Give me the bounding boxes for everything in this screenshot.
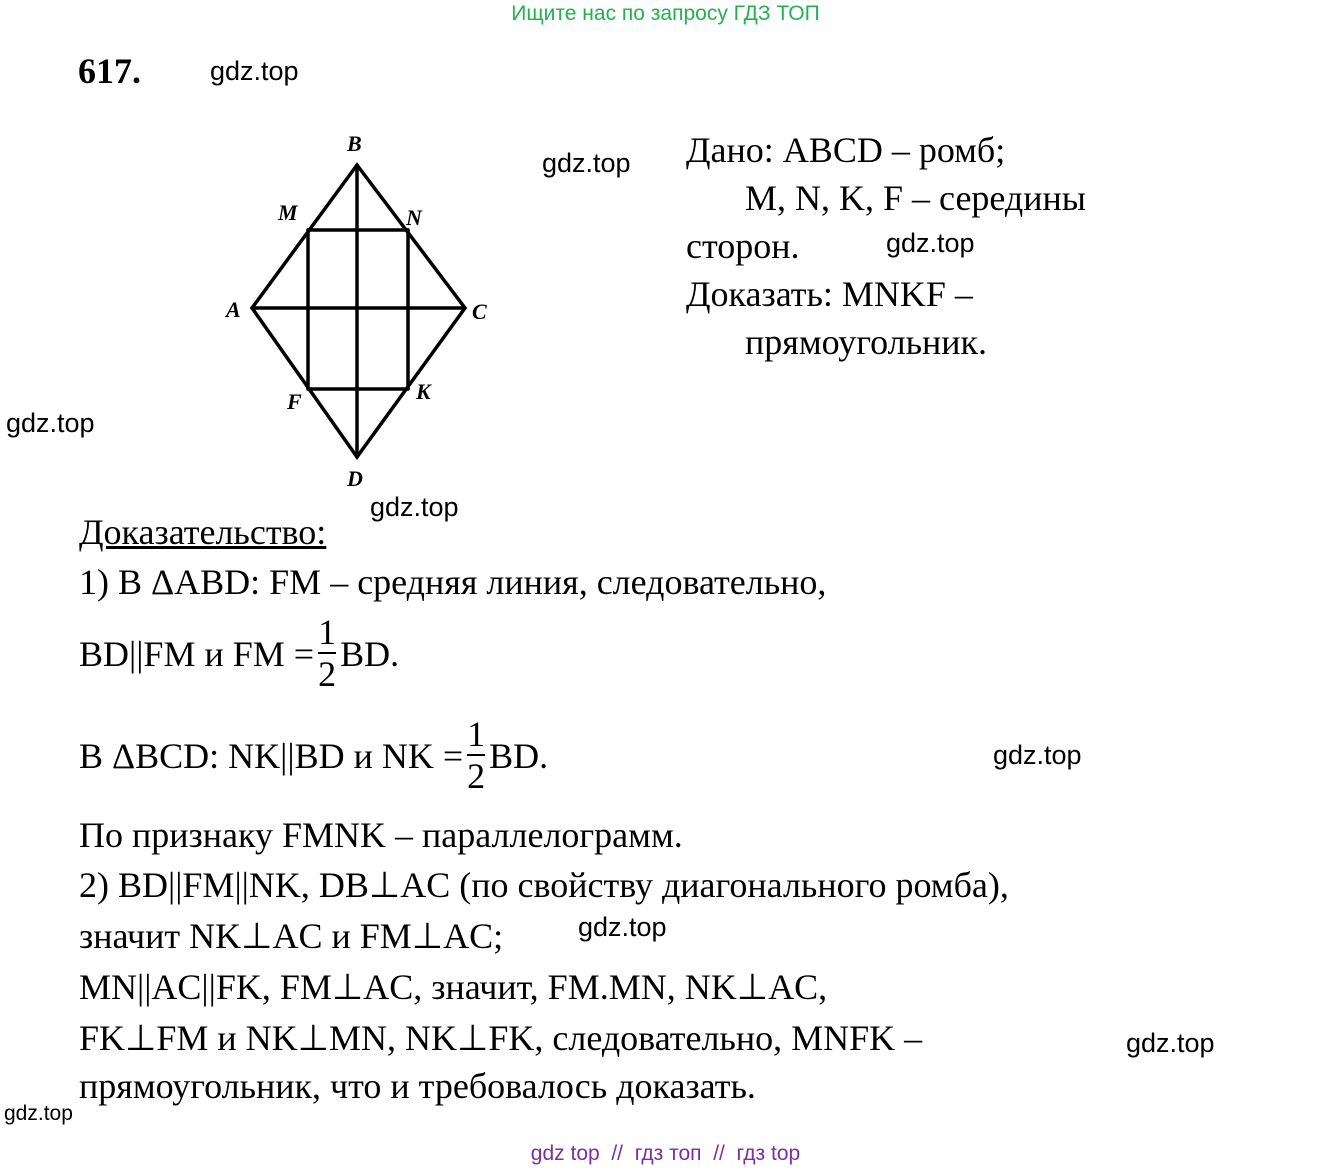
top-banner[interactable]: Ищите нас по запросу ГДЗ ТОП	[511, 2, 820, 25]
prove-line-2: прямоугольник.	[745, 322, 988, 362]
proof-line-7: MN||AC||FK, FM⊥AC, значит, FM.MN, NK⊥AC,	[79, 967, 828, 1007]
fraction-denominator: 2	[467, 755, 486, 796]
label-b: B	[347, 131, 362, 156]
fraction-denominator: 2	[318, 653, 337, 694]
watermark: gdz.top	[993, 740, 1082, 770]
label-f: F	[287, 389, 302, 414]
fraction-one-half	[467, 716, 485, 796]
proof-line-5: 2) BD||FM||NK, DB⊥AC (по свойству диагонального ромба),	[79, 865, 1009, 905]
given-line-1: Дано: ABCD – ромб;	[686, 130, 1006, 170]
proof-line-2-end: BD.	[340, 633, 400, 674]
problem-number: 617.	[78, 51, 141, 91]
watermark: gdz.top	[886, 228, 975, 258]
proof-line-4: По признаку FMNK – параллелограмм.	[79, 815, 683, 855]
label-a: A	[226, 297, 241, 322]
proof-line-2-text: BD||FM и FM =	[79, 633, 315, 674]
proof-line-3	[79, 716, 548, 796]
proof-line-3-end: BD.	[489, 735, 549, 776]
proof-line-9: прямоугольник, что и требовалось доказать.	[79, 1066, 756, 1106]
watermark: gdz.top	[578, 912, 667, 942]
footer-links[interactable]: gdz top // гдз топ // гдз top	[530, 1142, 801, 1165]
watermark: gdz.top	[4, 1102, 73, 1125]
prove-line-1: Доказать: MNKF –	[686, 274, 973, 314]
fraction-one-half	[318, 614, 336, 694]
rhombus-figure	[220, 125, 510, 495]
proof-line-2	[79, 614, 399, 694]
proof-line-1: 1) В ΔABD: FM – средняя линия, следовательно,	[79, 562, 827, 602]
label-c: C	[472, 299, 487, 324]
proof-line-3-text: В ΔBCD: NK||BD и NK =	[79, 735, 464, 776]
fraction-numerator: 1	[467, 714, 486, 754]
label-k: K	[416, 379, 431, 404]
proof-heading: Доказательство:	[79, 512, 327, 552]
fraction-numerator: 1	[318, 612, 337, 652]
watermark: gdz.top	[6, 408, 95, 438]
watermark: gdz.top	[1126, 1028, 1215, 1058]
label-n: N	[406, 205, 422, 230]
given-line-3: сторон.	[686, 226, 800, 266]
proof-line-8: FK⊥FM и NK⊥MN, NK⊥FK, следовательно, MNFK –	[79, 1018, 923, 1058]
watermark: gdz.top	[542, 148, 631, 178]
label-d: D	[347, 466, 363, 491]
given-line-2: M, N, K, F – середины	[745, 178, 1086, 218]
watermark: gdz.top	[370, 492, 459, 522]
proof-line-6: значит NK⊥AC и FM⊥AC;	[79, 916, 504, 956]
label-m: M	[278, 200, 298, 225]
watermark: gdz.top	[210, 56, 299, 86]
